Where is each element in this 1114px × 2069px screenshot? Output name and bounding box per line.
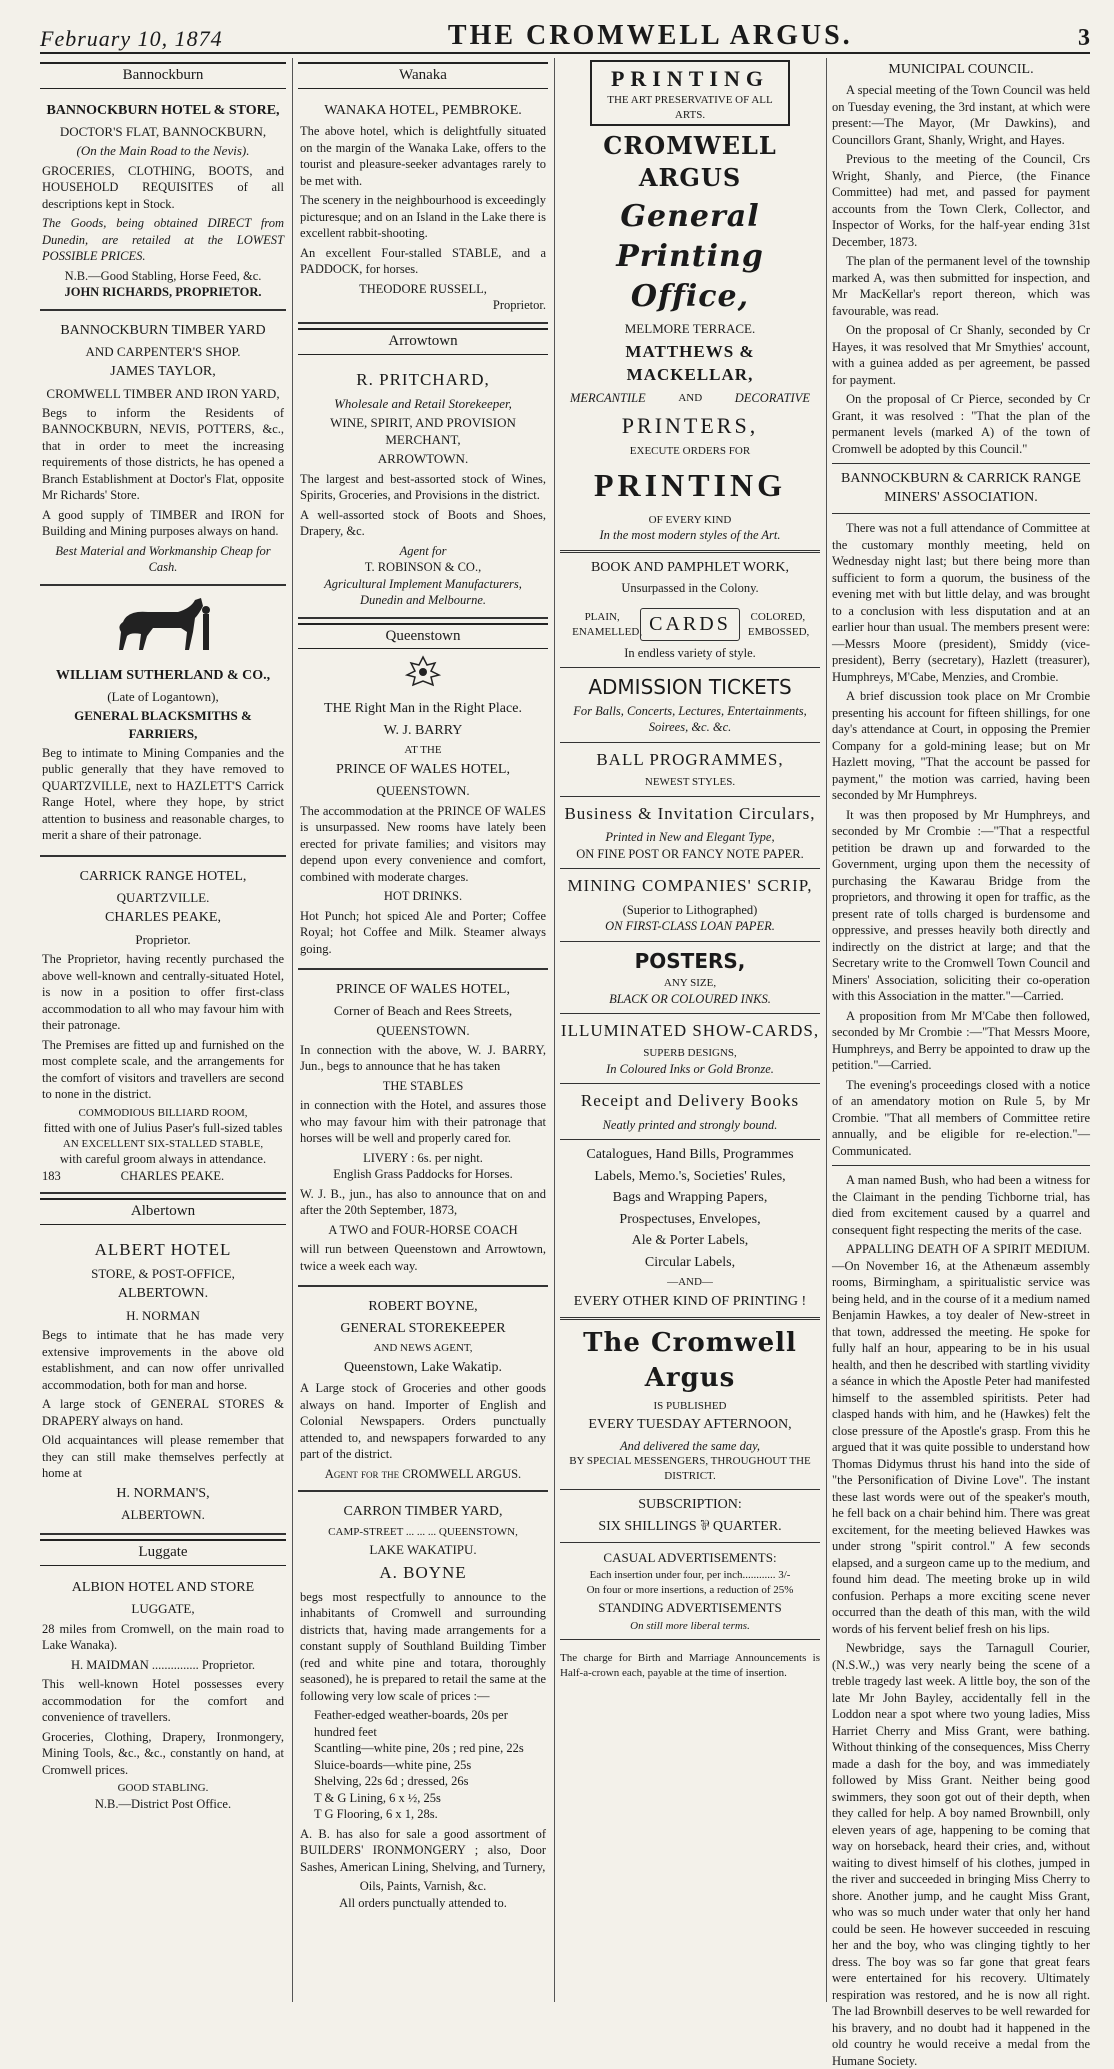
- ad-lake: LAKE WAKATIPU.: [369, 1542, 477, 1558]
- show-sub: SUPERB DESIGNS,: [643, 1047, 737, 1060]
- price-item: Feather-edged weather-boards, 20s per hundred feet: [314, 1708, 508, 1739]
- published: IS PUBLISHED: [653, 1399, 727, 1412]
- ad-location: (On the Main Road to the Nevis).: [76, 143, 250, 159]
- ad-subtitle: AND CARPENTER'S SHOP.: [85, 344, 241, 360]
- show-sub-2: In Coloured Inks or Gold Bronze.: [606, 1061, 774, 1076]
- ad-body: The accommodation at the PRINCE OF WALES is unsurpassed. New rooms have lately been erected for private families; and visitors may depend upon every convenience and comfort, combined with moderate charges.: [300, 803, 546, 884]
- ad-body-2: A large stock of GENERAL STORES & DRAPERY always on hand.: [42, 1397, 284, 1428]
- ad-place: Queenstown, Lake Wakatip.: [343, 1359, 502, 1375]
- printers: PRINTERS,: [621, 412, 759, 438]
- ad-sign: THEODORE RUSSELL,: [359, 281, 487, 296]
- ad-subtitle: GENERAL STOREKEEPER: [340, 1320, 506, 1336]
- execute-orders: EXECUTE ORDERS FOR: [629, 444, 751, 457]
- article-paragraph: On the proposal of Cr Shanly, seconded by Cr Hayes, it was resolved that Mr Smythies' account, with a guinea added as per agreement, be passed for payment.: [832, 323, 1090, 387]
- ad-bannockburn-hotel: [40, 95, 286, 311]
- ad-body: The Proprietor, having recently purchased the above well-known and centrally-situated Hotel, is now in a position to offer first-class accommodation to all who may favour him with their patronage.: [42, 952, 284, 1033]
- ad-body-2: in connection with the Hotel, and assures those who may favour him with their patronage that horses will be well and properly cared for.: [300, 1098, 546, 1146]
- ad-title: WANAKA HOTEL, PEMBROKE.: [324, 102, 522, 118]
- ad-street: CAMP-STREET ... ... ... QUEENSTOWN,: [328, 1525, 518, 1538]
- column-rule: [826, 58, 827, 2002]
- article-paragraph: It was then proposed by Mr Humphreys, and seconded by Mr Crombie :—"That a respectful petition be drawn up and forwarded to the Government, urging upon them the necessity of purchasing the Kawarau Bridge from the proprietors, and throwing it open for traffic, as the present rate of tolls charged is burdensome and oppressive, and presses heavily both directly and indirectly on the district at large; and that the Secretary write to the Cromwell Town Council and Miners' Association, soliciting their co-operation with this Association in the matter."—Carried.: [832, 807, 1090, 1004]
- section-albertown: Albertown: [40, 1198, 286, 1225]
- ad-proprietor: JOHN RICHARDS, PROPRIETOR.: [64, 285, 262, 300]
- ad-body: Beg to intimate to Mining Companies and the public generally that they have removed to QUARTZVILLE, next to HAZLETT'S Carrick Range Hotel, where they hope, by strict attention to business and reasonable charges, to merit a share of their patronage.: [42, 745, 284, 843]
- price-item: Shelving, 22s 6d ; dressed, 26s: [314, 1774, 469, 1789]
- ball-programmes: BALL PROGRAMMES,: [596, 749, 784, 769]
- ad-body-2: A well-assorted stock of Boots and Shoes, Drapery, &c.: [300, 507, 546, 539]
- ad-distance: 28 miles from Cromwell, on the main road to Lake Wanaka).: [42, 1621, 284, 1653]
- ad-place: ALBERTOWN.: [117, 1286, 209, 1302]
- ball-sub: NEWEST STYLES.: [644, 776, 736, 789]
- ad-title: BANNOCKBURN TIMBER YARD: [60, 322, 266, 338]
- masthead: [40, 18, 1090, 54]
- book-pamphlet: BOOK AND PAMPHLET WORK,: [590, 559, 790, 575]
- cards-label: CARDS: [640, 608, 740, 640]
- ad-role: Proprietor.: [135, 931, 191, 947]
- ad-name: A. BOYNE: [379, 1563, 467, 1583]
- ad-place-2: ALBERTOWN.: [121, 1507, 205, 1523]
- ad-body-3: An excellent Four-stalled STABLE, and a PADDOCK, for horses.: [300, 245, 546, 277]
- receipt-sub: Neatly printed and strongly bound.: [602, 1117, 778, 1132]
- article-title: BANNOCKBURN & CARRICK RANGE MINERS' ASSOCIATION.: [841, 471, 1081, 505]
- standing-ads: STANDING ADVERTISEMENTS: [598, 1600, 782, 1616]
- article-paragraph: A proposition from Mr M'Cabe then followed, seconded by Mr Crombie :—"That Messrs Moore, Humphreys, and Berry be appointed to draw up the petition."—Carried.: [832, 1008, 1090, 1073]
- ad-stabling: N.B.—Good Stabling, Horse Feed, &c.: [64, 268, 262, 283]
- price-item: T & G Lining, 6 x ½, 25s: [314, 1790, 441, 1805]
- section-luggate: Luggate: [40, 1539, 286, 1566]
- article-paragraph: The plan of the permanent level of the township marked A, was then submitted for inspection, and Mr MacKellar's report thereon, which was favourable, was read.: [832, 254, 1090, 318]
- catalogue-line: Catalogues, Hand Bills, Programmes: [586, 1147, 794, 1163]
- price-item: Scantling—white pine, 20s ; red pine, 22s: [314, 1741, 524, 1756]
- ad-title: WILLIAM SUTHERLAND & CO.,: [55, 667, 271, 683]
- ad-agent-4: Dunedin and Melbourne.: [359, 593, 487, 608]
- ad-title: R. PRITCHARD,: [356, 369, 490, 389]
- catalogue-line: Circular Labels,: [644, 1254, 736, 1270]
- ad-agent: Agent for: [399, 543, 447, 558]
- admission-tickets: ADMISSION TICKETS: [588, 675, 792, 700]
- ad-title: BANNOCKBURN HOTEL & STORE,: [46, 102, 280, 118]
- ad-body: Begs to intimate that he has made very extensive improvements in the above old establishment, and can now offer unrivalled accommodation, both for man and horse.: [42, 1328, 284, 1392]
- ad-stabling: GOOD STABLING.: [117, 1782, 209, 1795]
- article-title: MUNICIPAL COUNCIL.: [888, 62, 1034, 77]
- ad-grass: English Grass Paddocks for Horses.: [333, 1167, 513, 1182]
- business-sub: Printed in New and Elegant Type,: [605, 830, 775, 845]
- ad-wanaka-hotel: [298, 95, 548, 324]
- four-insertions: On four or more insertions, a reduction of 25%: [586, 1583, 794, 1596]
- ad-subtitle-2: AND NEWS AGENT,: [373, 1342, 473, 1355]
- article-paragraph: Newbridge, says the Tarnagull Courier, (N.S.W.,) was very nearly being the scene of a treble tragedy last week. A little boy, the son of the late Mr John Bayley, accidentally fell in the Loddon near a spot where two young ladies, Miss Harriet Cherry and Miss Grant, were bathing. Without thinking of the consequences, Miss Cherry made a dash for the boy, and was immediately followed by Miss Grant. Neither being good swimmers, they soon got out of their depth, when they called for help. A boy named Brownbill, only eleven years of age, happening to be coming that way on horseback, heard their cries, and, without waiting to divest himself of his clothes, jumped in the river and succeeded in bringing Miss Cherry to shore. Another jump, and he caught Miss Grant, who was so much under water that only her hand could be seen. He however succeeded in rescuing her and the boy, who was clinging tightly to her dress. The boy was so far gone that great fears were entertained for his recovery. Ultimately respiration was restored, and he is now all right. The lad Brownbill deserves to be well rewarded for his bravery, and no doubt had it happened in the old country he would receive a medal from the Humane Society.: [832, 1641, 1090, 2068]
- admission-sub: For Balls, Concerts, Lectures, Entertainments, Soirees, &c. &c.: [573, 703, 807, 735]
- ad-title: CARRON TIMBER YARD,: [343, 1504, 503, 1520]
- printing-subheading: THE ART PRESERVATIVE OF ALL ARTS.: [607, 94, 773, 121]
- masthead-date: February 10, 1874: [40, 26, 223, 51]
- ad-subtitle: Corner of Beach and Rees Streets,: [333, 1003, 513, 1019]
- ad-livery: LIVERY : 6s. per night.: [363, 1150, 483, 1165]
- ad-barry: [298, 693, 548, 970]
- charge-note: The charge for Birth and Marriage Announcements is Half-a-crown each, payable at the time of insertion.: [560, 1652, 820, 1679]
- ad-robert-boyne: [298, 1291, 548, 1492]
- ad-number: 183: [42, 1168, 61, 1183]
- ad-title: PRINCE OF WALES HOTEL,: [336, 982, 510, 997]
- ad-room: COMMODIOUS BILLIARD ROOM,: [78, 1106, 248, 1119]
- ad-groom: with careful groom always in attendance.: [59, 1152, 267, 1167]
- ad-body-4: All orders punctually attended to.: [339, 1895, 507, 1910]
- section-bannockburn: Bannockburn: [40, 62, 286, 89]
- ad-body: In connection with the above, W. J. BARRY, Jun., begs to announce that he has taken: [300, 1042, 546, 1074]
- ad-subtitle: Wholesale and Retail Storekeeper,: [334, 396, 512, 411]
- ad-pritchard: [298, 361, 548, 619]
- crest-ornament: [298, 655, 548, 689]
- ad-place: ARROWTOWN.: [377, 451, 469, 467]
- ad-body-2: A. B. has also for sale a good assortment of BUILDERS' IRONMONGERY ; also, Door Sashes, American Lining, Shelving, and Turnery,: [300, 1826, 546, 1874]
- ad-body-2: The Premises are fitted up and furnished on the most complete scale, and the arrangements for the comfort of visitors and travellers are second to none in the district.: [42, 1037, 284, 1102]
- column-4: [832, 58, 1090, 2068]
- ad-place: QUEENSTOWN.: [376, 1022, 470, 1038]
- cards-plain: PLAIN, ENAMELLED,: [572, 611, 643, 638]
- ad-body: This well-known Hotel possesses every accommodation for the comfort and convenience of travellers.: [42, 1677, 284, 1725]
- ad-name: W. J. BARRY: [383, 722, 463, 738]
- mercantile: MERCANTILE: [570, 391, 646, 406]
- six-shillings: SIX SHILLINGS ⅌ QUARTER.: [598, 1518, 782, 1534]
- ad-title: ALBION HOTEL AND STORE: [71, 1579, 255, 1595]
- section-arrowtown: Arrowtown: [298, 328, 548, 355]
- insertion-rate: Each insertion under four, per inch............ 3/-: [589, 1569, 791, 1582]
- ad-body: A Large stock of Groceries and other goods always on hand. Importer of English and Colonial Newspapers. Orders punctually attended to, and newspapers forwarded to any part of the district.: [300, 1381, 546, 1462]
- ad-title: ALBERT HOTEL: [94, 1239, 232, 1259]
- every-kind: OF EVERY KIND: [648, 513, 732, 526]
- article-paragraph: A man named Bush, who had been a witness for the Claimant in the pending Tichborne trial, has died from excitement caused by a quarrel and consequent fight respecting the merits of the case.: [832, 1173, 1090, 1237]
- firm-name: MATTHEWS & MACKELLAR,: [625, 342, 755, 384]
- ad-trade: GENERAL BLACKSMITHS & FARRIERS,: [74, 708, 252, 741]
- argus-name: CROMWELL ARGUS: [603, 131, 777, 192]
- ad-body: The largest and best-assorted stock of Wines, Spirits, Groceries, and Provisions in the district.: [300, 471, 546, 503]
- catalogue-line: Bags and Wrapping Papers,: [612, 1190, 768, 1206]
- ad-carron-timber: [298, 1496, 548, 1919]
- column-rule: [292, 58, 293, 2002]
- ad-timber-yard: [40, 315, 286, 586]
- ad-role: Proprietor.: [492, 298, 546, 313]
- subscription: SUBSCRIPTION:: [638, 1497, 742, 1513]
- ad-prince-of-wales: [298, 974, 548, 1287]
- ad-title: ROBERT BOYNE,: [368, 1299, 478, 1315]
- ad-agent-2: T. ROBINSON & CO.,: [364, 560, 482, 575]
- ad-title: CARRICK RANGE HOTEL,: [79, 868, 247, 884]
- section-queenstown: Queenstown: [298, 623, 548, 650]
- ad-yard: CROMWELL TIMBER AND IRON YARD,: [46, 385, 280, 401]
- ad-tables: fitted with one of Julius Paser's full-sized tables: [43, 1121, 283, 1136]
- ad-subtitle: DOCTOR'S FLAT, BANNOCKBURN,: [59, 124, 267, 140]
- ad-proprietor: H. MAIDMAN ............... Proprietor.: [70, 1657, 256, 1672]
- every-other-kind: EVERY OTHER KIND OF PRINTING !: [573, 1293, 807, 1309]
- printing-banner: [590, 60, 790, 126]
- posters-sub: ANY SIZE,: [663, 976, 717, 989]
- ad-albion-hotel: [40, 1572, 286, 1820]
- ad-note: The Goods, being obtained DIRECT from Dunedin, are retailed at the LOWEST POSSIBLE PRICES.: [42, 216, 284, 264]
- ad-agent-3: Agricultural Implement Manufacturers,: [324, 576, 522, 591]
- unsurpassed: Unsurpassed in the Colony.: [621, 580, 759, 595]
- printing-heading: PRINTING: [610, 66, 769, 91]
- ad-subtitle: STORE, & POST-OFFICE,: [91, 1266, 235, 1282]
- mining-sub-2: ON FIRST-CLASS LOAN PAPER.: [605, 919, 775, 934]
- column-2: [298, 58, 548, 2002]
- column-1: [40, 58, 286, 2002]
- argus-title: The Cromwell Argus: [583, 1328, 797, 1393]
- ad-body: GROCERIES, CLOTHING, BOOTS, and HOUSEHOLD REQUISITES of all descriptions kept in Stock.: [42, 163, 284, 211]
- business-sub-2: ON FINE POST OR FANCY NOTE PAPER.: [576, 846, 804, 861]
- ad-place: QUEENSTOWN.: [376, 783, 470, 799]
- ad-body-2: A good supply of TIMBER and IRON for Building and Mining purposes always on hand.: [42, 507, 284, 539]
- printing-big: PRINTING: [593, 467, 786, 504]
- ad-body-3: Oils, Paints, Varnish, &c.: [359, 1879, 487, 1894]
- article-paragraph: Previous to the meeting of the Council, Crs Wright, Shanly, and Pierce, (the Finance Committee) had met, and passed for payment accounts from the Town Clerk, Collector, and Inspector of Works, for the half-year ending 31st December, 1873.: [832, 152, 1090, 249]
- ad-place: QUARTZVILLE.: [116, 890, 210, 906]
- ad-late: (Late of Logantown),: [107, 689, 219, 705]
- ad-sign: H. NORMAN'S,: [116, 1485, 210, 1501]
- ad-body-2: Groceries, Clothing, Drapery, Ironmongery, Mining Tools, &c., &c., constantly on hand, at Cromwell prices.: [42, 1729, 284, 1777]
- ad-body: begs most respectfully to announce to the inhabitants of Cromwell and surrounding districts that, having made arrangements for a constant supply of Southland Building Timber (red and white pine and totara, thoroughly seasoned), he is prepared to retail the same at the following very low scale of prices :—: [300, 1589, 546, 1703]
- ad-sutherland: [40, 660, 286, 857]
- column-3: [560, 58, 820, 2002]
- ad-nb: N.B.—District Post Office.: [94, 1796, 232, 1811]
- article-paragraph: On the proposal of Cr Pierce, seconded by Cr Grant, it was resolved : "That the plan of the permanent levels (marked A) of the town of Cromwell be adopted by this Council.": [832, 392, 1090, 456]
- article-paragraph: APPALLING DEATH OF A SPIRIT MEDIUM.—On November 16, at the Athenæum assembly rooms, Birmingham, a spiritualistic service was being held, and in the course of it a medium named Benjamin Hawkes, a toy dealer of New-street in that town, addressed the meeting. He spoke for fully half an hour, appearing to be in his usual health, and then he described with startling vividity a séance in which the Apostle Peter had manifested himself to the assembled spiritists. Peter had clasped hands with him, and he (Hawkes) felt the close pressure of the Apostle's grasp. From this he argued that it was quite possible to understand how Thomas Didymus thrust his hand into the side of "the Personification of Divine Love". The instant these last words were out of the speaker's mouth, he fell back on a chair behind him. There was great excitement, for the meeting believed Hawkes was under strong "spirit control." A few seconds elapsed, and a surgeon came up to the medium, and found him dead. The meeting broke up in wild confusion. Perhaps a more exciting scene never occurred than the death of this man, with the wild words of his fervent belief fresh on his lips.: [832, 1242, 1090, 1636]
- delivered: And delivered the same day,: [619, 1438, 761, 1453]
- and-separator: —AND—: [667, 1276, 713, 1289]
- ad-body-3: Old acquaintances will please remember that they can still make themselves perfectly at home at: [42, 1433, 284, 1481]
- ad-title: THE Right Man in the Right Place.: [324, 701, 522, 717]
- price-item: Sluice-boards—white pine, 25s: [314, 1757, 472, 1772]
- price-item: T G Flooring, 6 x 1, 28s.: [314, 1807, 438, 1822]
- ad-body-2: The scenery in the neighbourhood is exceedingly picturesque; and on an Island in the Lake there is excellent rabbit-shooting.: [300, 193, 546, 241]
- catalogue-line: Labels, Memo.'s, Societies' Rules,: [594, 1168, 786, 1184]
- ad-hotel: PRINCE OF WALES HOTEL,: [336, 761, 510, 777]
- ad-sign: CHARLES PEAKE.: [120, 1168, 225, 1183]
- ad-body-2: Hot Punch; hot spiced Ale and Porter; Coffee Royal; hot Coffee and Milk. Steamer always going.: [300, 908, 546, 956]
- column-rule: [554, 58, 555, 2002]
- posters-sub-2: BLACK OR COLOURED INKS.: [609, 991, 771, 1006]
- ad-trade: WINE, SPIRIT, AND PROVISION MERCHANT,: [330, 415, 516, 448]
- ad-coach: A TWO and FOUR-HORSE COACH: [328, 1222, 518, 1237]
- show-cards: ILLUMINATED SHOW-CARDS,: [560, 1021, 820, 1040]
- ad-motto: Best Material and Workmanship Cheap for Cash.: [55, 543, 271, 575]
- page-number: 3: [1077, 25, 1090, 51]
- posters: POSTERS,: [634, 948, 746, 973]
- mining-sub: (Superior to Lithographed): [622, 902, 758, 917]
- cards-variety: In endless variety of style.: [624, 645, 756, 660]
- messengers: BY SPECIAL MESSENGERS, THROUGHOUT THE DISTRICT.: [569, 1455, 811, 1482]
- every-tuesday: EVERY TUESDAY AFTERNOON,: [588, 1417, 792, 1433]
- horse-illustration: [40, 592, 286, 654]
- article-paragraph: A special meeting of the Town Council was held on Tuesday evening, the 3rd instant, at which were present:—The Mayor, (Mr Dawkins), and Councillors Grant, Shanly, Wright, and Hayes.: [832, 83, 1090, 147]
- catalogue-line: Ale & Porter Labels,: [631, 1233, 749, 1249]
- business-circulars: Business & Invitation Circulars,: [564, 803, 816, 823]
- ad-name: JAMES TAYLOR,: [110, 364, 216, 380]
- ad-albert-hotel: [40, 1231, 286, 1535]
- ad-stables: THE STABLES: [382, 1078, 464, 1093]
- decorative: DECORATIVE: [734, 391, 810, 406]
- ad-stable: AN EXCELLENT SIX-STALLED STABLE,: [62, 1137, 264, 1150]
- ad-body-4: will run between Queenstown and Arrowtown, twice a week each way.: [300, 1242, 546, 1273]
- casual-ads: CASUAL ADVERTISEMENTS:: [603, 1550, 777, 1566]
- office-name: General Printing Office,: [616, 199, 764, 314]
- catalogue-line: Prospectuses, Envelopes,: [619, 1211, 761, 1227]
- masthead-title: THE CROMWELL ARGUS.: [447, 20, 853, 51]
- ad-agent: Agent for the CROMWELL ARGUS.: [324, 1466, 522, 1481]
- ad-body-3: W. J. B., jun., has also to announce that on and after the 20th September, 1873,: [300, 1186, 546, 1218]
- article-paragraph: There was not a full attendance of Committee at the customary monthly meeting, held on Wednesday night last; but there being more than sufficient to form a quorum, the business of the evening met with but little delay, and was brought to a conclusion with less disputation and at an earlier hour than usual. The members present were:—Messrs Moore (president), Smiddy (vice-president), Berry (secretary), Hazlett (treasurer), Humphreys, M'Cabe, Menzies, and Crombie.: [832, 521, 1090, 684]
- and-word: AND: [678, 392, 703, 405]
- section-wanaka: Wanaka: [298, 62, 548, 89]
- terrace: MELMORE TERRACE.: [624, 321, 756, 337]
- ad-drinks: HOT DRINKS.: [383, 889, 463, 903]
- receipt-books: Receipt and Delivery Books: [580, 1091, 800, 1111]
- liberal-terms: On still more liberal terms.: [630, 1619, 750, 1632]
- cards-colored: COLORED, EMBOSSED,: [747, 611, 810, 638]
- article-paragraph: The evening's proceedings closed with a notice of an amendatory motion on Rule 5, by Mr Crombie. "That all members of Committee retire annually, and be eligible for re-election."—Communicated.: [832, 1077, 1090, 1158]
- article-paragraph: A brief discussion took place on Mr Crombie presenting his account for fifteen shillings, for one day's attendance at Court, in opposing the Premier Company for a gold-mining lease; but on Mr Hazlett moving, "That the account be passed for payment," the motion was carried, having been seconded by Mr Humphreys.: [832, 689, 1090, 803]
- mining-scrip: MINING COMPANIES' SCRIP,: [567, 876, 813, 896]
- modern-styles: In the most modern styles of the Art.: [599, 528, 781, 543]
- ad-name: CHARLES PEAKE,: [105, 910, 221, 926]
- ad-at: AT THE: [404, 744, 442, 757]
- ad-carrick-range-hotel: [40, 861, 286, 1194]
- ad-body: Begs to inform the Residents of BANNOCKBURN, NEVIS, POTTERS, &c., that in order to meet the increasing requirements of those districts, he has opened a Branch Establishment at Doctor's Flat, opposite Mr Richards' Store.: [42, 405, 284, 503]
- ad-name: H. NORMAN: [126, 1307, 200, 1323]
- ad-place: LUGGATE,: [131, 1601, 195, 1617]
- ad-body: The above hotel, which is delightfully situated on the margin of the Wanaka Lake, offers to the tourist and pleasure-seeker advantages rarely to be met with.: [300, 124, 546, 188]
